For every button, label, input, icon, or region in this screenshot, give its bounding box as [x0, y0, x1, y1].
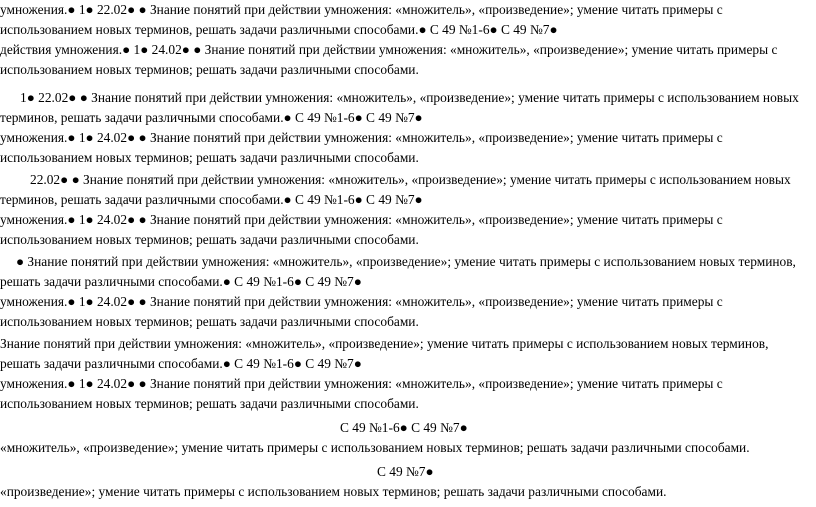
text-line: умножения.● 1● 22.02● ● Знание понятий при действии умножения: «множитель», «произведение»; умение читать примеры с — [0, 2, 723, 17]
text-line: использованием новых терминов; решать задачи различными способами. — [0, 62, 419, 77]
text-line: С 49 №1-6● С 49 №7● — [340, 420, 468, 435]
text-line: 22.02● ● Знание понятий при действии умножения: «множитель», «произведение»; умение читать примеры с использованием новых — [30, 172, 791, 187]
text-line: использованием новых терминов; решать задачи различными способами. — [0, 314, 419, 329]
text-line: использованием новых терминов, решать задачи различными способами.● С 49 №1-6● С 49 №7● — [0, 22, 558, 37]
text-line: решать задачи различными способами.● С 49 №1-6● С 49 №7● — [0, 274, 362, 289]
text-line: умножения.● 1● 24.02● ● Знание понятий при действии умножения: «множитель», «произведение»; умение читать примеры с — [0, 294, 723, 309]
text-line: использованием новых терминов; решать задачи различными способами. — [0, 150, 419, 165]
text-line: Знание понятий при действии умножения: «множитель», «произведение»; умение читать примеры с использованием новых терминов, — [0, 336, 769, 351]
text-line: 1● 22.02● ● Знание понятий при действии умножения: «множитель», «произведение»; умение читать примеры с использованием новых — [20, 90, 799, 105]
text-line: умножения.● 1● 24.02● ● Знание понятий при действии умножения: «множитель», «произведение»; умение читать примеры с — [0, 130, 723, 145]
text-line: действия умножения.● 1● 24.02● ● Знание понятий при действии умножения: «множитель», «произведение»; умение читать примеры с — [0, 42, 778, 57]
text-line: умножения.● 1● 24.02● ● Знание понятий при действии умножения: «множитель», «произведение»; умение читать примеры с — [0, 212, 723, 227]
text-line: использованием новых терминов; решать задачи различными способами. — [0, 232, 419, 247]
text-line: использованием новых терминов; решать задачи различными способами. — [0, 396, 419, 411]
text-line: «произведение»; умение читать примеры с использованием новых терминов; решать задачи различными способами. — [0, 484, 667, 499]
text-line: терминов, решать задачи различными способами.● С 49 №1-6● С 49 №7● — [0, 192, 423, 207]
text-line: ● Знание понятий при действии умножения: «множитель», «произведение»; умение читать примеры с использованием новых терминов, — [16, 254, 796, 269]
text-line: терминов, решать задачи различными способами.● С 49 №1-6● С 49 №7● — [0, 110, 423, 125]
text-line: решать задачи различными способами.● С 49 №1-6● С 49 №7● — [0, 356, 362, 371]
text-line: «множитель», «произведение»; умение читать примеры с использованием новых терминов; решать задачи различными способами. — [0, 440, 750, 455]
text-line: умножения.● 1● 24.02● ● Знание понятий при действии умножения: «множитель», «произведение»; умение читать примеры с — [0, 376, 723, 391]
text-line: С 49 №7● — [377, 464, 434, 479]
